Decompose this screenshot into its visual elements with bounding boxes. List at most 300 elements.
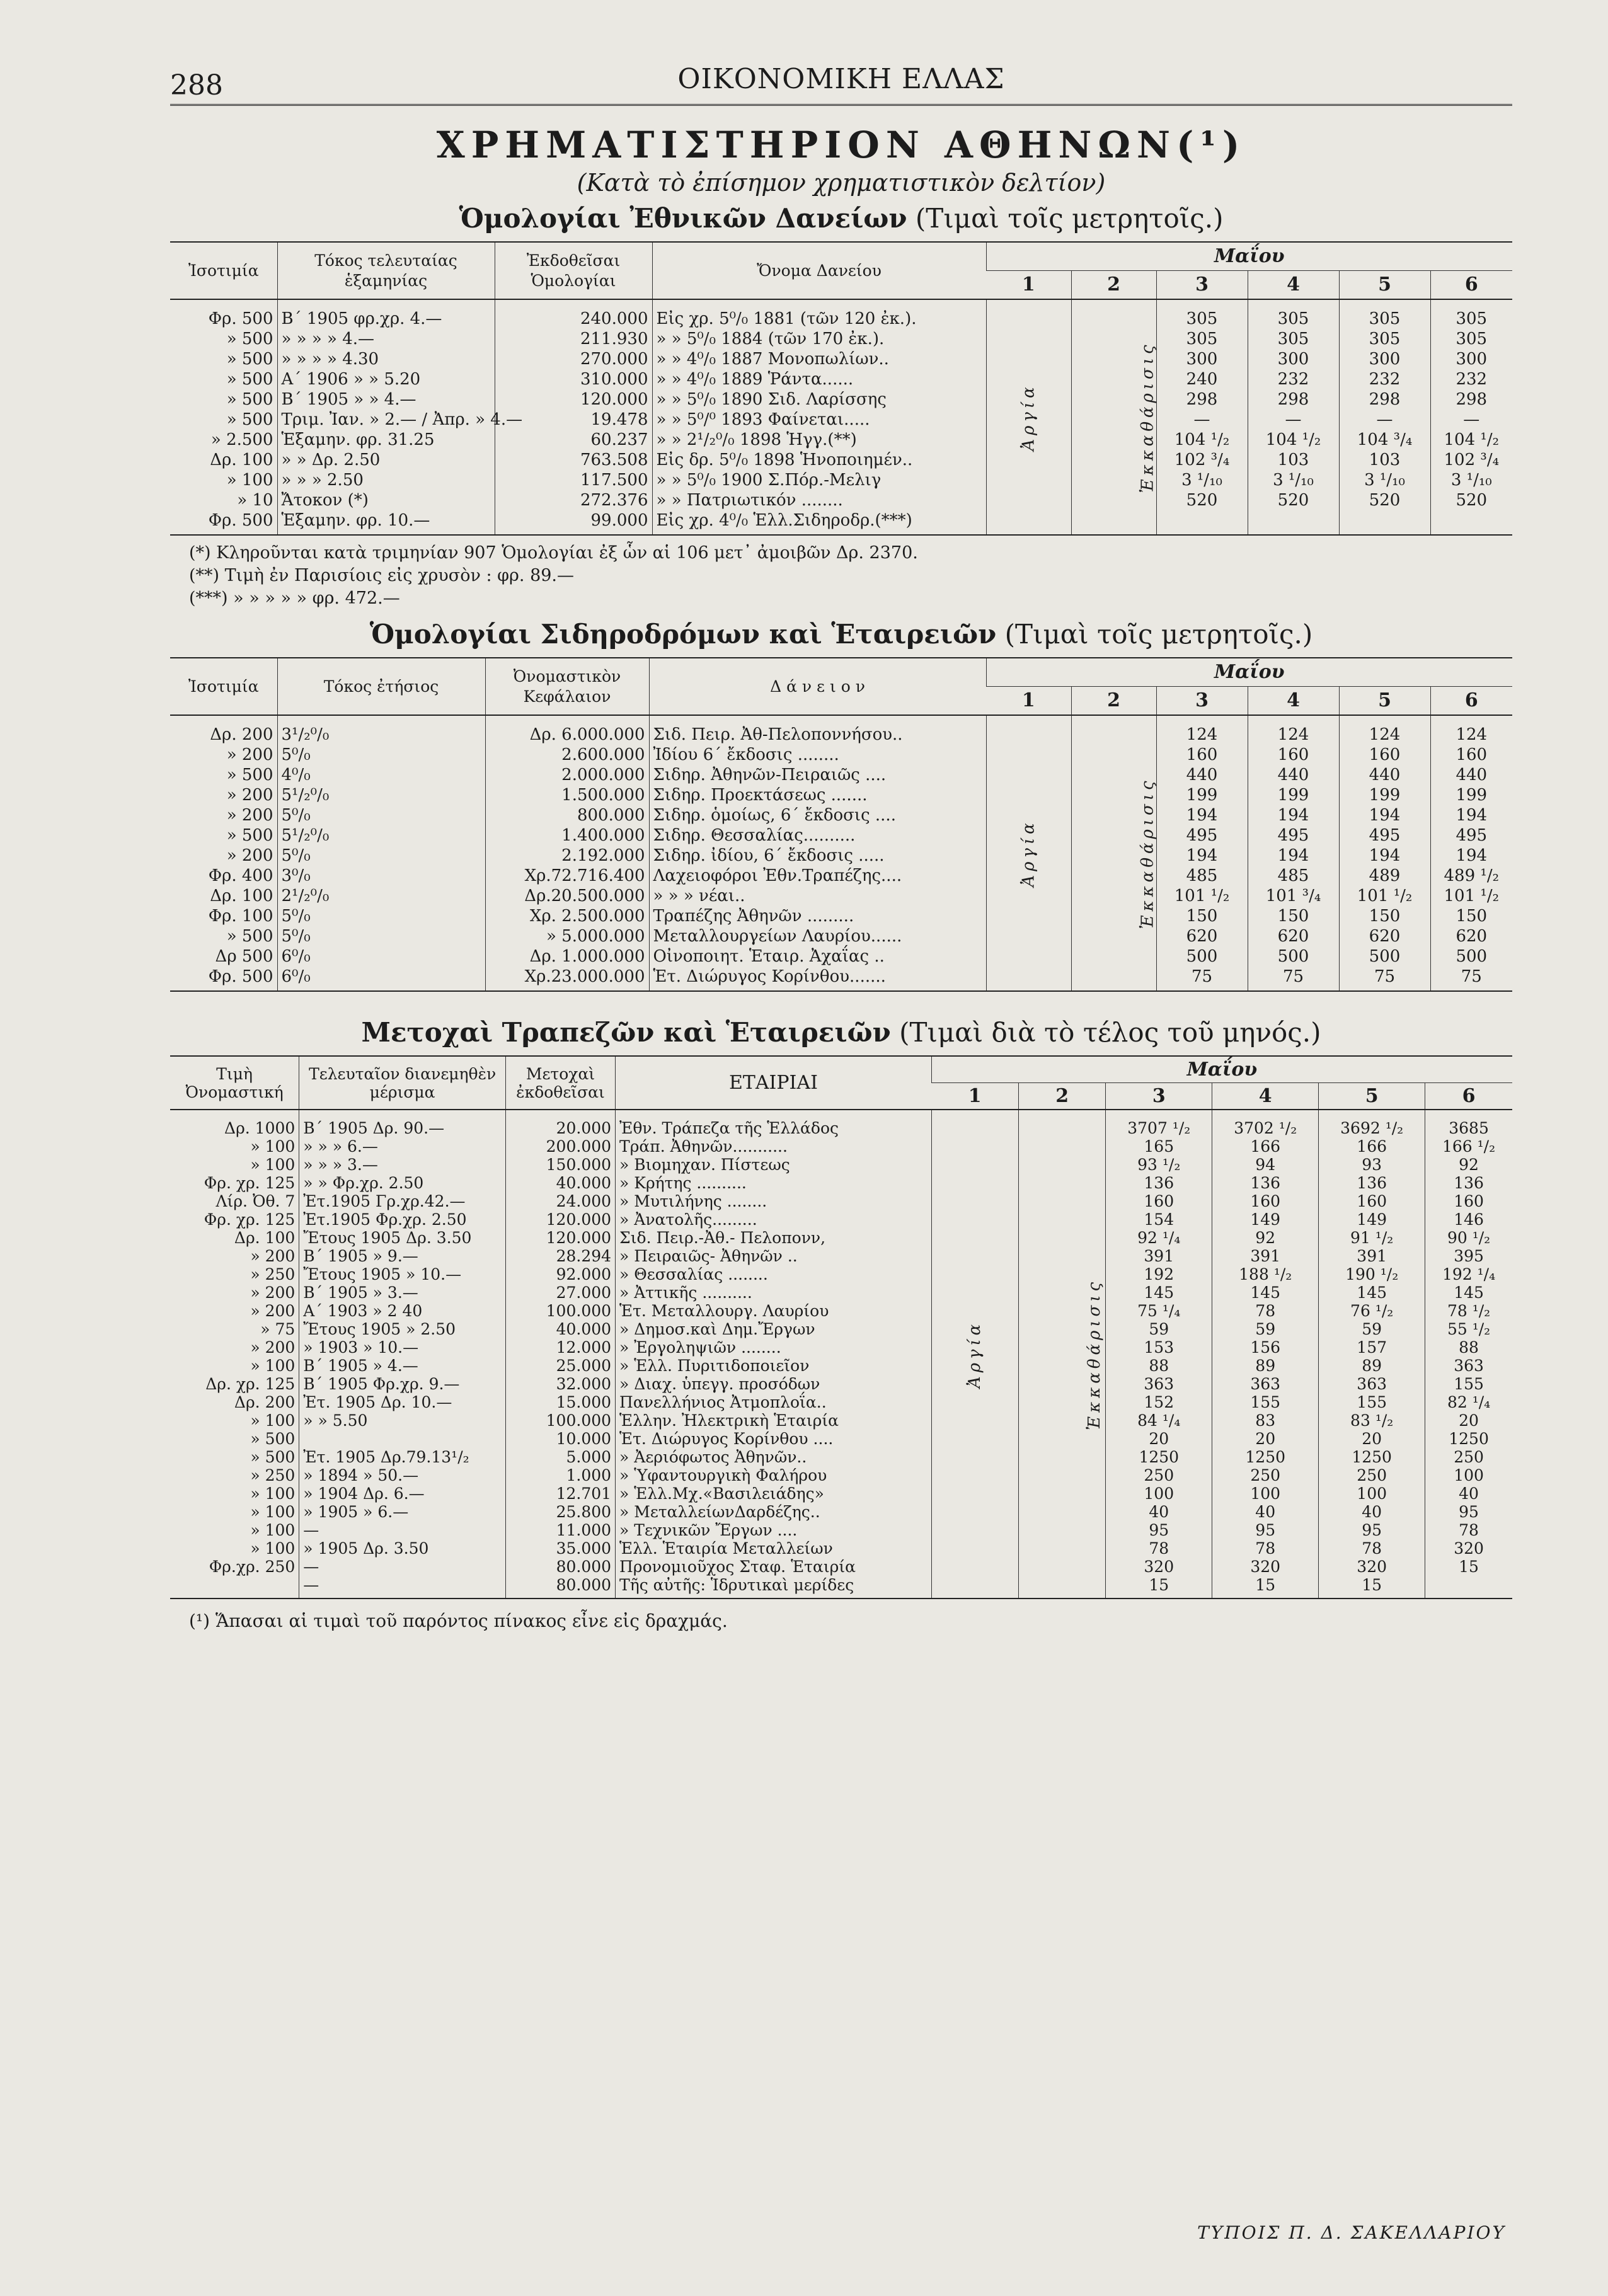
cell-interest: » » » » 4.30 bbox=[277, 349, 495, 369]
cell-interest: » 1904 Δρ. 6.— bbox=[299, 1484, 506, 1503]
table-row bbox=[170, 299, 1512, 329]
cell-price-day-5: 76 ¹/₂ bbox=[1319, 1302, 1425, 1320]
cell-price-day-4: 15 bbox=[1212, 1576, 1319, 1599]
cell-par-value: » 100 bbox=[250, 1484, 296, 1503]
cell-price-day-6: 82 ¹/₄ bbox=[1425, 1393, 1512, 1411]
journal-title: ΟΙΚΟΝΟΜΙΚΗ ΕΛΛΑΣ bbox=[677, 63, 1005, 95]
cell-price-day-3: 152 bbox=[1106, 1393, 1212, 1411]
cell-name: Προνομιοῦχος Σταφ. Ἑταιρία bbox=[616, 1558, 932, 1576]
cell-price-day-6: 520 bbox=[1430, 490, 1512, 510]
cell-interest: 5¹/₂⁰/₀ bbox=[277, 785, 485, 805]
table-row bbox=[170, 946, 1512, 967]
cell-price-day-3: 145 bbox=[1106, 1283, 1212, 1302]
cell-price-day-6: 363 bbox=[1425, 1357, 1512, 1375]
header-day-4: 4 bbox=[1248, 271, 1339, 300]
cell-price-day-3: 3 ¹/₁₀ bbox=[1156, 470, 1248, 490]
cell-interest: Ἐτ.1905 Φρ.χρ. 2.50 bbox=[299, 1210, 506, 1229]
cell-interest: — bbox=[299, 1521, 506, 1539]
cell-price-day-3 bbox=[1156, 510, 1248, 535]
header-companies: ΕΤΑΙΡΙΑΙ bbox=[616, 1056, 932, 1110]
cell-par-value: » 200 bbox=[226, 846, 273, 865]
cell-price-day-3: 3707 ¹/₂ bbox=[1106, 1110, 1212, 1137]
table-row bbox=[170, 785, 1512, 805]
cell-price-day-5: 20 bbox=[1319, 1430, 1425, 1448]
table-row bbox=[170, 1338, 1512, 1357]
cell-price-day-6: 320 bbox=[1425, 1539, 1512, 1558]
cell-name: » Ἀεριόφωτος Ἀθηνῶν.. bbox=[616, 1448, 932, 1466]
table-row bbox=[170, 866, 1512, 886]
cell-price-day-4: 89 bbox=[1212, 1357, 1319, 1375]
table-row bbox=[170, 805, 1512, 825]
cell-name: Εἰς δρ. 5⁰/₀ 1898 Ἡνοποιημέν.. bbox=[652, 450, 986, 470]
cell-price-day-4: 156 bbox=[1212, 1338, 1319, 1357]
header-day-1: 1 bbox=[986, 271, 1071, 300]
cell-name: Ἑτ. Διώρυγος Κορίνθου .... bbox=[616, 1430, 932, 1448]
cell-par-value: » 250 bbox=[250, 1265, 296, 1283]
cell-name: Ἐθν. Τράπεζα τῆς Ἑλλάδος bbox=[616, 1110, 932, 1137]
cell-price-day-6: 102 ³/₄ bbox=[1430, 450, 1512, 470]
cell-par-value: Δρ. 200 bbox=[234, 1393, 296, 1411]
header-last-dividend: Τελευταῖον διανεμηθὲν μέρισμα bbox=[299, 1056, 506, 1110]
cell-par-value: Φρ. 500 bbox=[208, 309, 273, 328]
table-row bbox=[170, 1137, 1512, 1156]
header-isotimia: Ἰσοτιμία bbox=[170, 658, 277, 715]
cell-price-day-5: 95 bbox=[1319, 1521, 1425, 1539]
header-day-6: 6 bbox=[1425, 1083, 1512, 1110]
cell-price-day-6: 500 bbox=[1430, 946, 1512, 967]
bank-shares-table bbox=[170, 1055, 1512, 1599]
cell-amount: 100.000 bbox=[505, 1302, 615, 1320]
cell-price-day-6: 194 bbox=[1430, 846, 1512, 866]
cell-price-day-4: 520 bbox=[1248, 490, 1339, 510]
cell-price-day-4: 305 bbox=[1248, 329, 1339, 349]
table-row bbox=[170, 430, 1512, 450]
cell-price-day-6: 166 ¹/₂ bbox=[1425, 1137, 1512, 1156]
cell-amount: 12.000 bbox=[505, 1338, 615, 1357]
header-nominal-capital: Ὀνομαστικὸν Κεφάλαιον bbox=[485, 658, 649, 715]
header-day-3: 3 bbox=[1106, 1083, 1212, 1110]
cell-name: Σιδηρ. ὁμοίως, 6΄ ἔκδοσις .... bbox=[649, 805, 986, 825]
cell-name: » Ἀττικῆς .......... bbox=[616, 1283, 932, 1302]
cell-price-day-6: 20 bbox=[1425, 1411, 1512, 1430]
table-row bbox=[170, 1576, 1512, 1599]
cell-interest: Τριμ. Ἰαν. » 2.— / Ἀπρ. » 4.— bbox=[277, 410, 495, 430]
cell-price-day-4: 136 bbox=[1212, 1174, 1319, 1192]
cell-amount: 99.000 bbox=[495, 510, 652, 535]
cell-name: Σιδηρ. Προεκτάσεως ....... bbox=[649, 785, 986, 805]
table-row bbox=[170, 1503, 1512, 1521]
cell-name: » Ἀνατολῆς......... bbox=[616, 1210, 932, 1229]
cell-interest: 6⁰/₀ bbox=[277, 946, 485, 967]
cell-interest: » » Φρ.χρ. 2.50 bbox=[299, 1174, 506, 1192]
cell-price-day-3: 320 bbox=[1106, 1558, 1212, 1576]
cell-interest: » 1894 » 50.— bbox=[299, 1466, 506, 1484]
main-title: ΧΡΗΜΑΤΙΣΤΗΡΙΟΝ ΑΘΗΝΩΝ(¹) bbox=[436, 123, 1246, 166]
cell-amount: 35.000 bbox=[505, 1539, 615, 1558]
cell-interest: Β΄ 1905 » » 4.— bbox=[277, 389, 495, 410]
cell-price-day-6: 305 bbox=[1430, 329, 1512, 349]
cell-price-day-5: 155 bbox=[1319, 1393, 1425, 1411]
cell-price-day-6: 495 bbox=[1430, 825, 1512, 846]
cell-par-value: » 100 bbox=[250, 1137, 296, 1156]
cell-price-day-4: 40 bbox=[1212, 1503, 1319, 1521]
cell-interest: 3¹/₂⁰/₀ bbox=[277, 715, 485, 745]
cell-price-day-6: 194 bbox=[1430, 805, 1512, 825]
cell-par-value: Δρ 500 bbox=[215, 947, 273, 966]
settlement-column bbox=[1071, 715, 1156, 991]
cell-price-day-5: 3 ¹/₁₀ bbox=[1339, 470, 1430, 490]
table-row bbox=[170, 329, 1512, 349]
table-row bbox=[170, 1521, 1512, 1539]
railway-bonds-table bbox=[170, 657, 1512, 992]
cell-price-day-5: 520 bbox=[1339, 490, 1430, 510]
cell-price-day-5: 150 bbox=[1339, 906, 1430, 926]
cell-price-day-6: 101 ¹/₂ bbox=[1430, 886, 1512, 906]
header-month: Μαΐου bbox=[931, 1056, 1512, 1083]
cell-amount: 2.192.000 bbox=[485, 846, 649, 866]
cell-name: » » 4⁰/₀ 1889 Ῥάντα...... bbox=[652, 369, 986, 389]
holiday-label: Ἀργία bbox=[1019, 383, 1038, 451]
cell-price-day-3: 250 bbox=[1106, 1466, 1212, 1484]
table-row bbox=[170, 1283, 1512, 1302]
cell-price-day-3: 153 bbox=[1106, 1338, 1212, 1357]
cell-price-day-3: 160 bbox=[1106, 1192, 1212, 1210]
cell-price-day-6: 395 bbox=[1425, 1247, 1512, 1265]
cell-name: » » 2¹/₂⁰/₀ 1898 Ἡγγ.(**) bbox=[652, 430, 986, 450]
cell-price-day-4: 232 bbox=[1248, 369, 1339, 389]
cell-price-day-5: 320 bbox=[1319, 1558, 1425, 1576]
cell-amount: 15.000 bbox=[505, 1393, 615, 1411]
cell-price-day-5: 101 ¹/₂ bbox=[1339, 886, 1430, 906]
cell-amount: Χρ. 2.500.000 bbox=[485, 906, 649, 926]
cell-amount: 12.701 bbox=[505, 1484, 615, 1503]
header-shares-issued: Μετοχαὶ ἐκδοθεῖσαι bbox=[505, 1056, 615, 1110]
cell-price-day-5: 495 bbox=[1339, 825, 1430, 846]
table-row bbox=[170, 1430, 1512, 1448]
cell-name: » Ἑλλ.Μχ.«Βασιλειάδης» bbox=[616, 1484, 932, 1503]
cell-interest: Α΄ 1903 » 2 40 bbox=[299, 1302, 506, 1320]
cell-name: Οἰνοποιητ. Ἑταιρ. Ἀχαΐας .. bbox=[649, 946, 986, 967]
cell-interest: Ἔτους 1905 » 2.50 bbox=[299, 1320, 506, 1338]
cell-price-day-5: 250 bbox=[1319, 1466, 1425, 1484]
cell-price-day-4: 59 bbox=[1212, 1320, 1319, 1338]
cell-price-day-5: 3692 ¹/₂ bbox=[1319, 1110, 1425, 1137]
cell-interest: » » » 2.50 bbox=[277, 470, 495, 490]
cell-price-day-4: 250 bbox=[1212, 1466, 1319, 1484]
cell-interest: » » Δρ. 2.50 bbox=[277, 450, 495, 470]
header-day-1: 1 bbox=[986, 687, 1071, 716]
cell-price-day-6: 305 bbox=[1430, 299, 1512, 329]
header-day-2: 2 bbox=[1071, 271, 1156, 300]
cell-interest: Β΄ 1905 » 4.— bbox=[299, 1357, 506, 1375]
cell-par-value: Δρ. χρ. 125 bbox=[205, 1375, 296, 1393]
cell-amount: 28.294 bbox=[505, 1247, 615, 1265]
cell-interest: 5⁰/₀ bbox=[277, 906, 485, 926]
cell-price-day-5: 157 bbox=[1319, 1338, 1425, 1357]
cell-price-day-5: 391 bbox=[1319, 1247, 1425, 1265]
cell-price-day-3: 88 bbox=[1106, 1357, 1212, 1375]
cell-name: Σιδηρ. Θεσσαλίας.......... bbox=[649, 825, 986, 846]
table-row bbox=[170, 1192, 1512, 1210]
header-bonds-issued: Ἐκδοθεῖσαι Ὁμολογίαι bbox=[495, 242, 652, 299]
header-loan: Δ ά ν ε ι ο ν bbox=[649, 658, 986, 715]
cell-price-day-4: 485 bbox=[1248, 866, 1339, 886]
cell-price-day-5: 40 bbox=[1319, 1503, 1425, 1521]
cell-interest: Ἑξαμην. φρ. 10.— bbox=[277, 510, 495, 535]
cell-price-day-3: 500 bbox=[1156, 946, 1248, 967]
cell-amount: 272.376 bbox=[495, 490, 652, 510]
cell-price-day-3: 100 bbox=[1106, 1484, 1212, 1503]
cell-price-day-5: — bbox=[1339, 410, 1430, 430]
cell-price-day-4: 92 bbox=[1212, 1229, 1319, 1247]
holiday-label: Ἀργία bbox=[1019, 819, 1038, 887]
cell-name: Σιδηρ. ἰδίου, 6΄ ἔκδοσις ..... bbox=[649, 846, 986, 866]
settlement-label: Ἐκκαθάρισις bbox=[1085, 1278, 1105, 1431]
table-row bbox=[170, 926, 1512, 946]
cell-name: Ἰδίου 6΄ ἔκδοσις ........ bbox=[649, 745, 986, 765]
header-month: Μαΐου bbox=[986, 658, 1512, 687]
cell-name: Ἑτ. Διώρυγος Κορίνθου....... bbox=[649, 967, 986, 991]
cell-price-day-6: 150 bbox=[1430, 906, 1512, 926]
settlement-column bbox=[1019, 1110, 1106, 1599]
header-day-5: 5 bbox=[1339, 271, 1430, 300]
cell-par-value: » 10 bbox=[237, 491, 273, 510]
holiday-column bbox=[986, 715, 1071, 991]
header-day-5: 5 bbox=[1339, 687, 1430, 716]
cell-par-value: » 100 bbox=[250, 1357, 296, 1375]
cell-par-value: Δρ. 100 bbox=[234, 1229, 296, 1247]
cell-par-value: Φρ. 400 bbox=[208, 866, 273, 885]
cell-price-day-3: 520 bbox=[1156, 490, 1248, 510]
cell-par-value: » 500 bbox=[226, 370, 273, 389]
cell-price-day-4: 149 bbox=[1212, 1210, 1319, 1229]
cell-name: » » » νέαι.. bbox=[649, 886, 986, 906]
note-1: (*) Κληροῦνται κατὰ τριμηνίαν 907 Ὁμολογίαι ἐξ ὧν αἱ 106 μετ᾽ ἀμοιβῶν Δρ. 2370. bbox=[189, 543, 918, 563]
cell-interest: 5⁰/₀ bbox=[277, 805, 485, 825]
cell-name: Λαχειοφόροι Ἐθν.Τραπέζης.... bbox=[649, 866, 986, 886]
cell-amount: 120.000 bbox=[505, 1229, 615, 1247]
cell-par-value: » 500 bbox=[226, 330, 273, 348]
cell-name: Ἑλλην. Ἠλεκτρικὴ Ἑταιρία bbox=[616, 1411, 932, 1430]
cell-price-day-5: 166 bbox=[1319, 1137, 1425, 1156]
cell-price-day-3: 391 bbox=[1106, 1247, 1212, 1265]
cell-price-day-4: 620 bbox=[1248, 926, 1339, 946]
cell-price-day-3: 165 bbox=[1106, 1137, 1212, 1156]
cell-amount: 80.000 bbox=[505, 1576, 615, 1599]
cell-price-day-6: — bbox=[1430, 410, 1512, 430]
cell-amount: 25.000 bbox=[505, 1357, 615, 1375]
table-row bbox=[170, 1247, 1512, 1265]
cell-interest: Ἔτους 1905 Δρ. 3.50 bbox=[299, 1229, 506, 1247]
cell-price-day-4: 95 bbox=[1212, 1521, 1319, 1539]
cell-name: » Δημοσ.καὶ Δημ.Ἔργων bbox=[616, 1320, 932, 1338]
table-row bbox=[170, 1210, 1512, 1229]
cell-price-day-6: 145 bbox=[1425, 1283, 1512, 1302]
header-day-3: 3 bbox=[1156, 271, 1248, 300]
cell-amount: 40.000 bbox=[505, 1320, 615, 1338]
cell-amount: 120.000 bbox=[495, 389, 652, 410]
cell-price-day-3: 75 bbox=[1156, 967, 1248, 991]
cell-interest: Ἔτους 1905 » 10.— bbox=[299, 1265, 506, 1283]
cell-amount: Χρ.72.716.400 bbox=[485, 866, 649, 886]
cell-interest: » 1903 » 10.— bbox=[299, 1338, 506, 1357]
cell-price-day-3: 620 bbox=[1156, 926, 1248, 946]
cell-price-day-4: 391 bbox=[1212, 1247, 1319, 1265]
cell-interest: 3⁰/₀ bbox=[277, 866, 485, 886]
cell-price-day-5: 100 bbox=[1319, 1484, 1425, 1503]
cell-par-value: Φρ. χρ. 125 bbox=[204, 1210, 296, 1229]
cell-interest: Ἐτ.1905 Γρ.χρ.42.— bbox=[299, 1192, 506, 1210]
cell-price-day-6: 95 bbox=[1425, 1503, 1512, 1521]
cell-interest: » » » 6.— bbox=[299, 1137, 506, 1156]
cell-price-day-4: 1250 bbox=[1212, 1448, 1319, 1466]
table-row bbox=[170, 1174, 1512, 1192]
cell-par-value: Φρ. 500 bbox=[208, 967, 273, 986]
national-loans-table bbox=[170, 241, 1512, 536]
cell-interest: Β΄ 1905 Δρ. 90.— bbox=[299, 1110, 506, 1137]
cell-price-day-3: 78 bbox=[1106, 1539, 1212, 1558]
cell-interest: Ἑξαμην. φρ. 31.25 bbox=[277, 430, 495, 450]
table-row bbox=[170, 1484, 1512, 1503]
cell-price-day-3: 124 bbox=[1156, 715, 1248, 745]
cell-price-day-4: 145 bbox=[1212, 1283, 1319, 1302]
cell-name: » » 5⁰/₀ 1890 Σιδ. Λαρίσσης bbox=[652, 389, 986, 410]
cell-price-day-6: 88 bbox=[1425, 1338, 1512, 1357]
cell-price-day-4: 100 bbox=[1212, 1484, 1319, 1503]
cell-price-day-3: 104 ¹/₂ bbox=[1156, 430, 1248, 450]
cell-name: » » Πατριωτικόν ........ bbox=[652, 490, 986, 510]
table-row bbox=[170, 967, 1512, 991]
table-row bbox=[170, 825, 1512, 846]
cell-price-day-3: 75 ¹/₄ bbox=[1106, 1302, 1212, 1320]
cell-price-day-4: 124 bbox=[1248, 715, 1339, 745]
cell-price-day-6: 78 bbox=[1425, 1521, 1512, 1539]
cell-interest: Α΄ 1906 » » 5.20 bbox=[277, 369, 495, 389]
cell-name: » Ὑφαντουργικὴ Φαλήρου bbox=[616, 1466, 932, 1484]
cell-name: Πανελλήνιος Ἀτμοπλοΐα.. bbox=[616, 1393, 932, 1411]
cell-price-day-6: 232 bbox=[1430, 369, 1512, 389]
cell-price-day-6: 440 bbox=[1430, 765, 1512, 785]
header-isotimia: Ἰσοτιμία bbox=[170, 242, 277, 299]
cell-price-day-4: 78 bbox=[1212, 1539, 1319, 1558]
cell-price-day-5: 305 bbox=[1339, 299, 1430, 329]
table-row bbox=[170, 886, 1512, 906]
cell-amount: 1.400.000 bbox=[485, 825, 649, 846]
cell-amount: 2.600.000 bbox=[485, 745, 649, 765]
cell-price-day-5: 363 bbox=[1319, 1375, 1425, 1393]
table-row bbox=[170, 1110, 1512, 1137]
cell-price-day-3: 363 bbox=[1106, 1375, 1212, 1393]
cell-price-day-4: 3702 ¹/₂ bbox=[1212, 1110, 1319, 1137]
cell-amount: 120.000 bbox=[505, 1210, 615, 1229]
table-row bbox=[170, 1539, 1512, 1558]
cell-amount: 211.930 bbox=[495, 329, 652, 349]
cell-interest: » » » 3.— bbox=[299, 1156, 506, 1174]
national-loans-notes bbox=[189, 542, 1512, 610]
header-day-1: 1 bbox=[931, 1083, 1018, 1110]
cell-price-day-6: 160 bbox=[1430, 745, 1512, 765]
cell-interest: 5⁰/₀ bbox=[277, 745, 485, 765]
cell-price-day-4: 166 bbox=[1212, 1137, 1319, 1156]
cell-name: » Τεχνικῶν Ἔργων .... bbox=[616, 1521, 932, 1539]
cell-price-day-6: 3685 bbox=[1425, 1110, 1512, 1137]
cell-par-value: Φρ. 500 bbox=[208, 511, 273, 530]
cell-price-day-3: 194 bbox=[1156, 805, 1248, 825]
printer-credit: ΤΥΠΟΙΣ Π. Δ. ΣΑΚΕΛΛΑΡΙΟΥ bbox=[1197, 2222, 1506, 2243]
cell-interest: 5⁰/₀ bbox=[277, 926, 485, 946]
cell-amount: 25.800 bbox=[505, 1503, 615, 1521]
cell-par-value: Φρ.χρ. 250 bbox=[209, 1558, 296, 1576]
table-row bbox=[170, 389, 1512, 410]
cell-name: Τῆς αὐτῆς: Ἱδρυτικαὶ μερίδες bbox=[616, 1576, 932, 1599]
table-row bbox=[170, 1320, 1512, 1338]
cell-price-day-4: 103 bbox=[1248, 450, 1339, 470]
cell-amount: 270.000 bbox=[495, 349, 652, 369]
cell-price-day-6: 620 bbox=[1430, 926, 1512, 946]
cell-price-day-3: 40 bbox=[1106, 1503, 1212, 1521]
cell-price-day-4: 20 bbox=[1212, 1430, 1319, 1448]
cell-price-day-6: 40 bbox=[1425, 1484, 1512, 1503]
page-number: 288 bbox=[170, 69, 223, 101]
cell-par-value: » 500 bbox=[226, 410, 273, 429]
cell-interest: — bbox=[299, 1576, 506, 1599]
cell-price-day-5: 160 bbox=[1319, 1192, 1425, 1210]
table-row bbox=[170, 369, 1512, 389]
cell-price-day-6: 55 ¹/₂ bbox=[1425, 1320, 1512, 1338]
cell-par-value: » 500 bbox=[226, 826, 273, 845]
holiday-label: Ἀργία bbox=[965, 1320, 984, 1389]
cell-price-day-6: 92 bbox=[1425, 1156, 1512, 1174]
cell-interest: Ἐτ. 1905 Δρ. 10.— bbox=[299, 1393, 506, 1411]
cell-price-day-3: 1250 bbox=[1106, 1448, 1212, 1466]
cell-interest: Β΄ 1905 φρ.χρ. 4.— bbox=[277, 299, 495, 329]
table-row bbox=[170, 410, 1512, 430]
header-day-4: 4 bbox=[1212, 1083, 1319, 1110]
cell-price-day-6: 300 bbox=[1430, 349, 1512, 369]
cell-par-value: » 100 bbox=[250, 1539, 296, 1558]
cell-price-day-4: 160 bbox=[1212, 1192, 1319, 1210]
cell-par-value: » 250 bbox=[250, 1466, 296, 1484]
cell-name: » Ἑλλ. Πυριτιδοποιεῖον bbox=[616, 1357, 932, 1375]
cell-price-day-5: 149 bbox=[1319, 1210, 1425, 1229]
table-row bbox=[170, 846, 1512, 866]
cell-price-day-5: 124 bbox=[1339, 715, 1430, 745]
cell-name: » » 4⁰/₀ 1887 Μονοπωλίων.. bbox=[652, 349, 986, 369]
cell-interest: 2¹/₂⁰/₀ bbox=[277, 886, 485, 906]
cell-amount: 5.000 bbox=[505, 1448, 615, 1466]
settlement-label: Ἐκκαθάρισις bbox=[1138, 341, 1157, 493]
cell-price-day-3: 136 bbox=[1106, 1174, 1212, 1192]
table-row bbox=[170, 765, 1512, 785]
cell-price-day-5: 104 ³/₄ bbox=[1339, 430, 1430, 450]
cell-price-day-3: 95 bbox=[1106, 1521, 1212, 1539]
cell-price-day-5: 190 ¹/₂ bbox=[1319, 1265, 1425, 1283]
header-day-3: 3 bbox=[1156, 687, 1248, 716]
cell-price-day-3: 300 bbox=[1156, 349, 1248, 369]
header-day-6: 6 bbox=[1430, 271, 1512, 300]
table-row bbox=[170, 1229, 1512, 1247]
cell-name: » Ἐργοληψιῶν ........ bbox=[616, 1338, 932, 1357]
cell-amount: 1.500.000 bbox=[485, 785, 649, 805]
cell-amount: 60.237 bbox=[495, 430, 652, 450]
cell-price-day-4: 495 bbox=[1248, 825, 1339, 846]
cell-name: » Διαχ. ὑπεγγ. προσόδων bbox=[616, 1375, 932, 1393]
cell-name: » » 5⁰/⁰ 1893 Φαίνεται..... bbox=[652, 410, 986, 430]
cell-price-day-6: 192 ¹/₄ bbox=[1425, 1265, 1512, 1283]
table-row bbox=[170, 715, 1512, 745]
cell-par-value: » 200 bbox=[250, 1302, 296, 1320]
cell-interest: 4⁰/₀ bbox=[277, 765, 485, 785]
